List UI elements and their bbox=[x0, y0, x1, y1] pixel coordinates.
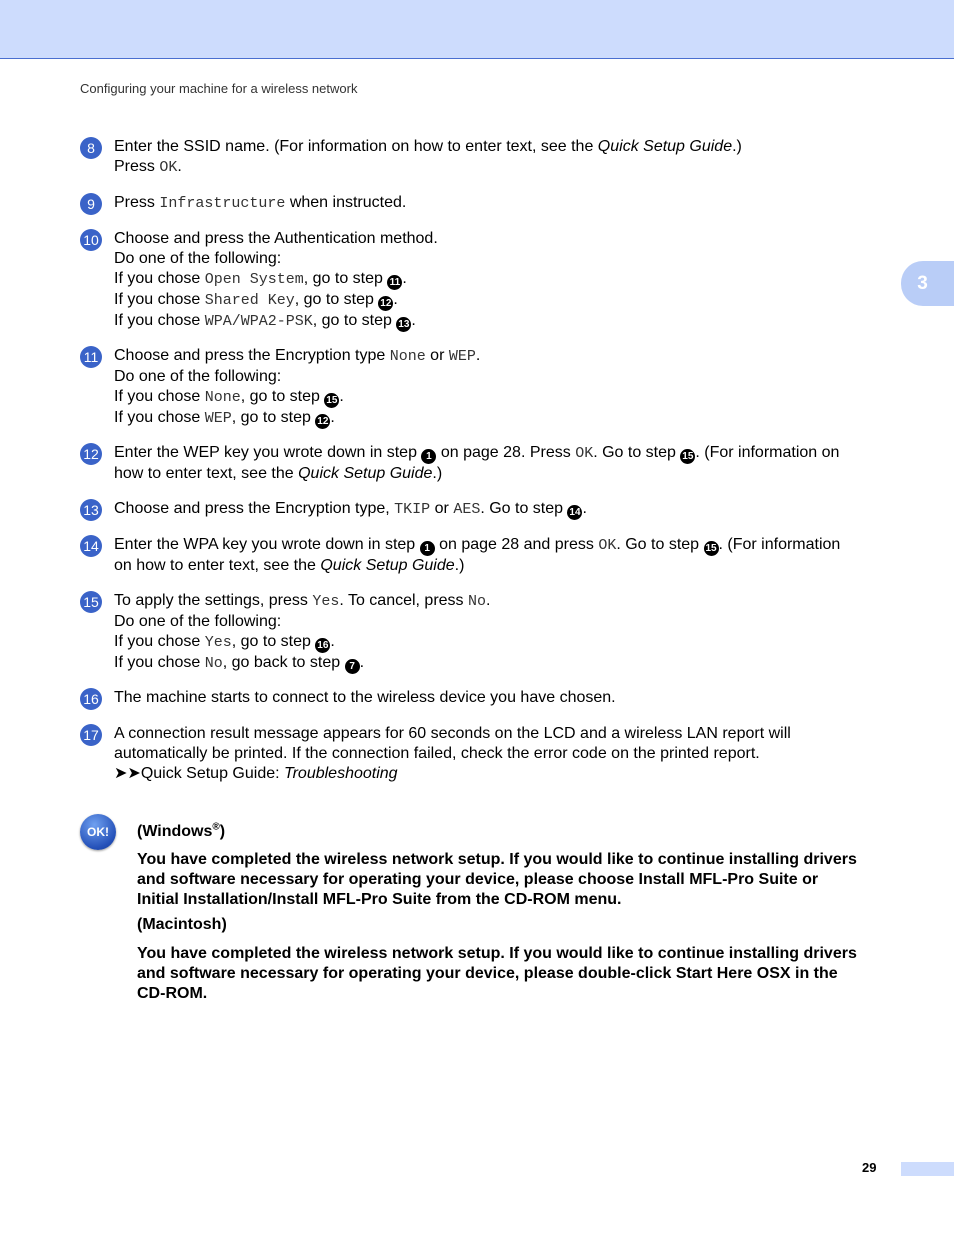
text-run: . bbox=[582, 500, 587, 517]
windows-note-line: Initial Installation/Install MFL-Pro Suite from the CD-ROM menu. bbox=[137, 891, 622, 909]
page-number: 29 bbox=[862, 1160, 877, 1175]
step-line bbox=[114, 346, 900, 367]
text-run: . bbox=[393, 291, 398, 308]
step-12 bbox=[80, 443, 900, 484]
step-number-badge: 10 bbox=[80, 229, 102, 251]
lcd-text: WPA/WPA2-PSK bbox=[204, 313, 313, 330]
step-line bbox=[114, 229, 900, 249]
step-reference-icon: 15 bbox=[326, 395, 338, 406]
text-run: Enter the WPA key you wrote down in step bbox=[114, 536, 420, 553]
mac-heading: (Macintosh) bbox=[137, 916, 227, 933]
text-run: If you chose bbox=[114, 633, 205, 650]
lcd-text: None bbox=[204, 389, 241, 406]
lcd-text: Yes bbox=[204, 634, 232, 651]
text-run: Enter the SSID name. (For information on how to enter text, see the bbox=[114, 138, 598, 155]
running-header: Configuring your machine for a wireless network bbox=[80, 81, 358, 96]
lcd-text: No bbox=[204, 655, 223, 672]
lcd-text: OK bbox=[598, 537, 617, 554]
text-run: . bbox=[402, 270, 407, 287]
text-run: . Go to step bbox=[593, 444, 681, 461]
text-run: when instructed. bbox=[285, 194, 407, 211]
step-reference-icon: 12 bbox=[317, 416, 329, 427]
step-13 bbox=[80, 499, 900, 520]
step-16 bbox=[80, 688, 900, 708]
text-run: If you chose bbox=[114, 409, 205, 426]
text-run: . bbox=[475, 347, 481, 364]
text-run: . bbox=[177, 158, 182, 175]
lcd-text: TKIP bbox=[394, 501, 431, 518]
text-run: If you chose bbox=[114, 291, 205, 308]
step-line bbox=[114, 137, 900, 157]
step-number-badge: 9 bbox=[80, 193, 102, 215]
text-run: If you chose bbox=[114, 388, 205, 405]
text-run: To apply the settings, press bbox=[114, 592, 313, 609]
text-run: automatically be printed. If the connection failed, check the error code on the printed report. bbox=[114, 745, 760, 762]
text-run: Choose and press the Encryption type, bbox=[114, 500, 395, 517]
text-run: Press bbox=[114, 194, 160, 211]
step-reference-icon: 15 bbox=[682, 451, 694, 462]
step-number-badge: 11 bbox=[80, 346, 102, 368]
italic-text: Troubleshooting bbox=[284, 765, 398, 782]
lcd-text: Open System bbox=[204, 271, 304, 288]
step-line bbox=[114, 367, 900, 387]
text-run: on page 28. Press bbox=[436, 444, 576, 461]
step-line bbox=[114, 653, 900, 674]
step-line bbox=[114, 269, 900, 290]
text-run: or bbox=[425, 347, 449, 364]
text-run: ➤➤Quick Setup Guide: bbox=[114, 765, 284, 782]
step-reference-icon: 11 bbox=[387, 275, 402, 290]
step-15 bbox=[80, 591, 900, 674]
text-run: , go to step bbox=[240, 388, 325, 405]
windows-note bbox=[137, 818, 897, 910]
step-line bbox=[114, 464, 900, 484]
text-run: , go to step bbox=[312, 312, 397, 329]
step-number-badge: 13 bbox=[80, 499, 102, 521]
step-reference-icon: 14 bbox=[569, 507, 581, 518]
text-run: . (For information on bbox=[695, 444, 840, 461]
step-line bbox=[114, 443, 900, 464]
text-run: . bbox=[330, 409, 335, 426]
step-reference-icon: 16 bbox=[317, 640, 329, 651]
step-line bbox=[114, 764, 900, 784]
step-number-badge: 12 bbox=[80, 443, 102, 465]
text-run: A connection result message appears for 60 seconds on the LCD and a wireless LAN report will bbox=[114, 725, 791, 742]
step-line bbox=[114, 290, 900, 311]
text-run: .) bbox=[732, 138, 742, 155]
header-band bbox=[0, 0, 954, 59]
mac-note-line: and software necessary for operating your device, please double-click Start Here OSX in the bbox=[137, 965, 838, 982]
text-run: Do one of the following: bbox=[114, 368, 282, 385]
step-11 bbox=[80, 346, 900, 429]
text-run: If you chose bbox=[114, 312, 205, 329]
step-number-badge: 17 bbox=[80, 724, 102, 746]
text-run: Do one of the following: bbox=[114, 250, 282, 267]
step-line bbox=[114, 612, 900, 632]
windows-note-line: You have completed the wireless network setup. If you would like to continue installing drivers bbox=[137, 851, 857, 869]
step-reference-icon: 1 bbox=[420, 541, 435, 556]
step-line bbox=[114, 724, 900, 744]
text-run: , go to step bbox=[303, 270, 388, 287]
step-number-badge: 16 bbox=[80, 688, 102, 710]
ok-icon: OK! bbox=[80, 814, 116, 850]
mac-note-line: CD-ROM. bbox=[137, 985, 208, 1002]
step-line bbox=[114, 556, 900, 576]
text-run: . To cancel, press bbox=[339, 592, 468, 609]
step-line bbox=[114, 744, 900, 764]
lcd-text: Infrastructure bbox=[159, 195, 286, 212]
mac-text bbox=[137, 944, 897, 1004]
text-run: .) bbox=[432, 465, 443, 482]
text-run: . Go to step bbox=[480, 500, 568, 517]
text-run: on how to enter text, see the bbox=[114, 557, 321, 574]
step-reference-icon: 7 bbox=[345, 659, 360, 674]
text-run: Press bbox=[114, 158, 160, 175]
lcd-text: No bbox=[468, 593, 487, 610]
text-run: . bbox=[411, 312, 416, 329]
text-run: If you chose bbox=[114, 270, 205, 287]
step-number-badge: 15 bbox=[80, 591, 102, 613]
lcd-text: None bbox=[389, 348, 426, 365]
step-line bbox=[114, 311, 900, 332]
lcd-text: AES bbox=[453, 501, 481, 518]
text-run: . bbox=[339, 388, 344, 405]
text-run: , go to step bbox=[231, 633, 316, 650]
step-line bbox=[114, 387, 900, 408]
lcd-text: Shared Key bbox=[204, 292, 295, 309]
text-run: , go to step bbox=[231, 409, 316, 426]
step-line bbox=[114, 157, 900, 178]
step-line bbox=[114, 591, 900, 612]
windows-heading: (Windows®) bbox=[137, 822, 226, 841]
step-8 bbox=[80, 137, 900, 178]
lcd-text: OK bbox=[575, 445, 594, 462]
text-run: how to enter text, see the bbox=[114, 465, 299, 482]
text-run: , go back to step bbox=[222, 654, 345, 671]
step-line bbox=[114, 535, 900, 556]
step-line bbox=[114, 499, 900, 520]
step-9 bbox=[80, 193, 900, 214]
step-14 bbox=[80, 535, 900, 576]
text-run: on page 28 and press bbox=[434, 536, 599, 553]
step-reference-icon: 13 bbox=[398, 319, 410, 330]
lcd-text: OK bbox=[159, 159, 178, 176]
footer-bar bbox=[901, 1162, 954, 1176]
text-run: . Go to step bbox=[616, 536, 704, 553]
italic-text: Quick Setup Guide bbox=[298, 465, 433, 482]
text-run: .) bbox=[454, 557, 465, 574]
step-reference-icon: 15 bbox=[705, 543, 717, 554]
text-run: , go to step bbox=[294, 291, 379, 308]
mac-note-line: You have completed the wireless network setup. If you would like to continue installing drivers bbox=[137, 945, 857, 962]
step-number-badge: 14 bbox=[80, 535, 102, 557]
step-reference-icon: 1 bbox=[421, 449, 436, 464]
step-10 bbox=[80, 229, 900, 332]
step-reference-icon: 12 bbox=[380, 298, 392, 309]
text-run: . bbox=[486, 592, 491, 609]
text-run: Choose and press the Authentication method. bbox=[114, 230, 438, 247]
text-run: Choose and press the Encryption type bbox=[114, 347, 390, 364]
italic-text: Quick Setup Guide bbox=[320, 557, 455, 574]
step-line bbox=[114, 249, 900, 269]
text-run: The machine starts to connect to the wireless device you have chosen. bbox=[114, 689, 616, 706]
text-run: . bbox=[359, 654, 365, 671]
mac-note bbox=[137, 915, 897, 1004]
step-line bbox=[114, 408, 900, 429]
step-line bbox=[114, 193, 900, 214]
text-run: . (For information bbox=[718, 536, 841, 553]
lcd-text: Yes bbox=[312, 593, 340, 610]
step-17 bbox=[80, 724, 900, 784]
text-run: If you chose bbox=[114, 654, 205, 671]
step-line bbox=[114, 632, 900, 653]
lcd-text: WEP bbox=[204, 410, 232, 427]
step-number-badge: 8 bbox=[80, 137, 102, 159]
text-run: Do one of the following: bbox=[114, 613, 282, 630]
step-line bbox=[114, 688, 900, 708]
italic-text: Quick Setup Guide bbox=[597, 138, 733, 155]
text-run: or bbox=[430, 500, 454, 517]
chapter-tab: 3 bbox=[901, 261, 954, 306]
windows-note-line: and software necessary for operating your device, please choose Install MFL-Pro Suite or bbox=[137, 871, 819, 889]
text-run: Enter the WEP key you wrote down in step bbox=[114, 444, 422, 461]
windows-text bbox=[137, 850, 897, 910]
text-run: . bbox=[330, 633, 335, 650]
lcd-text: WEP bbox=[448, 348, 476, 365]
